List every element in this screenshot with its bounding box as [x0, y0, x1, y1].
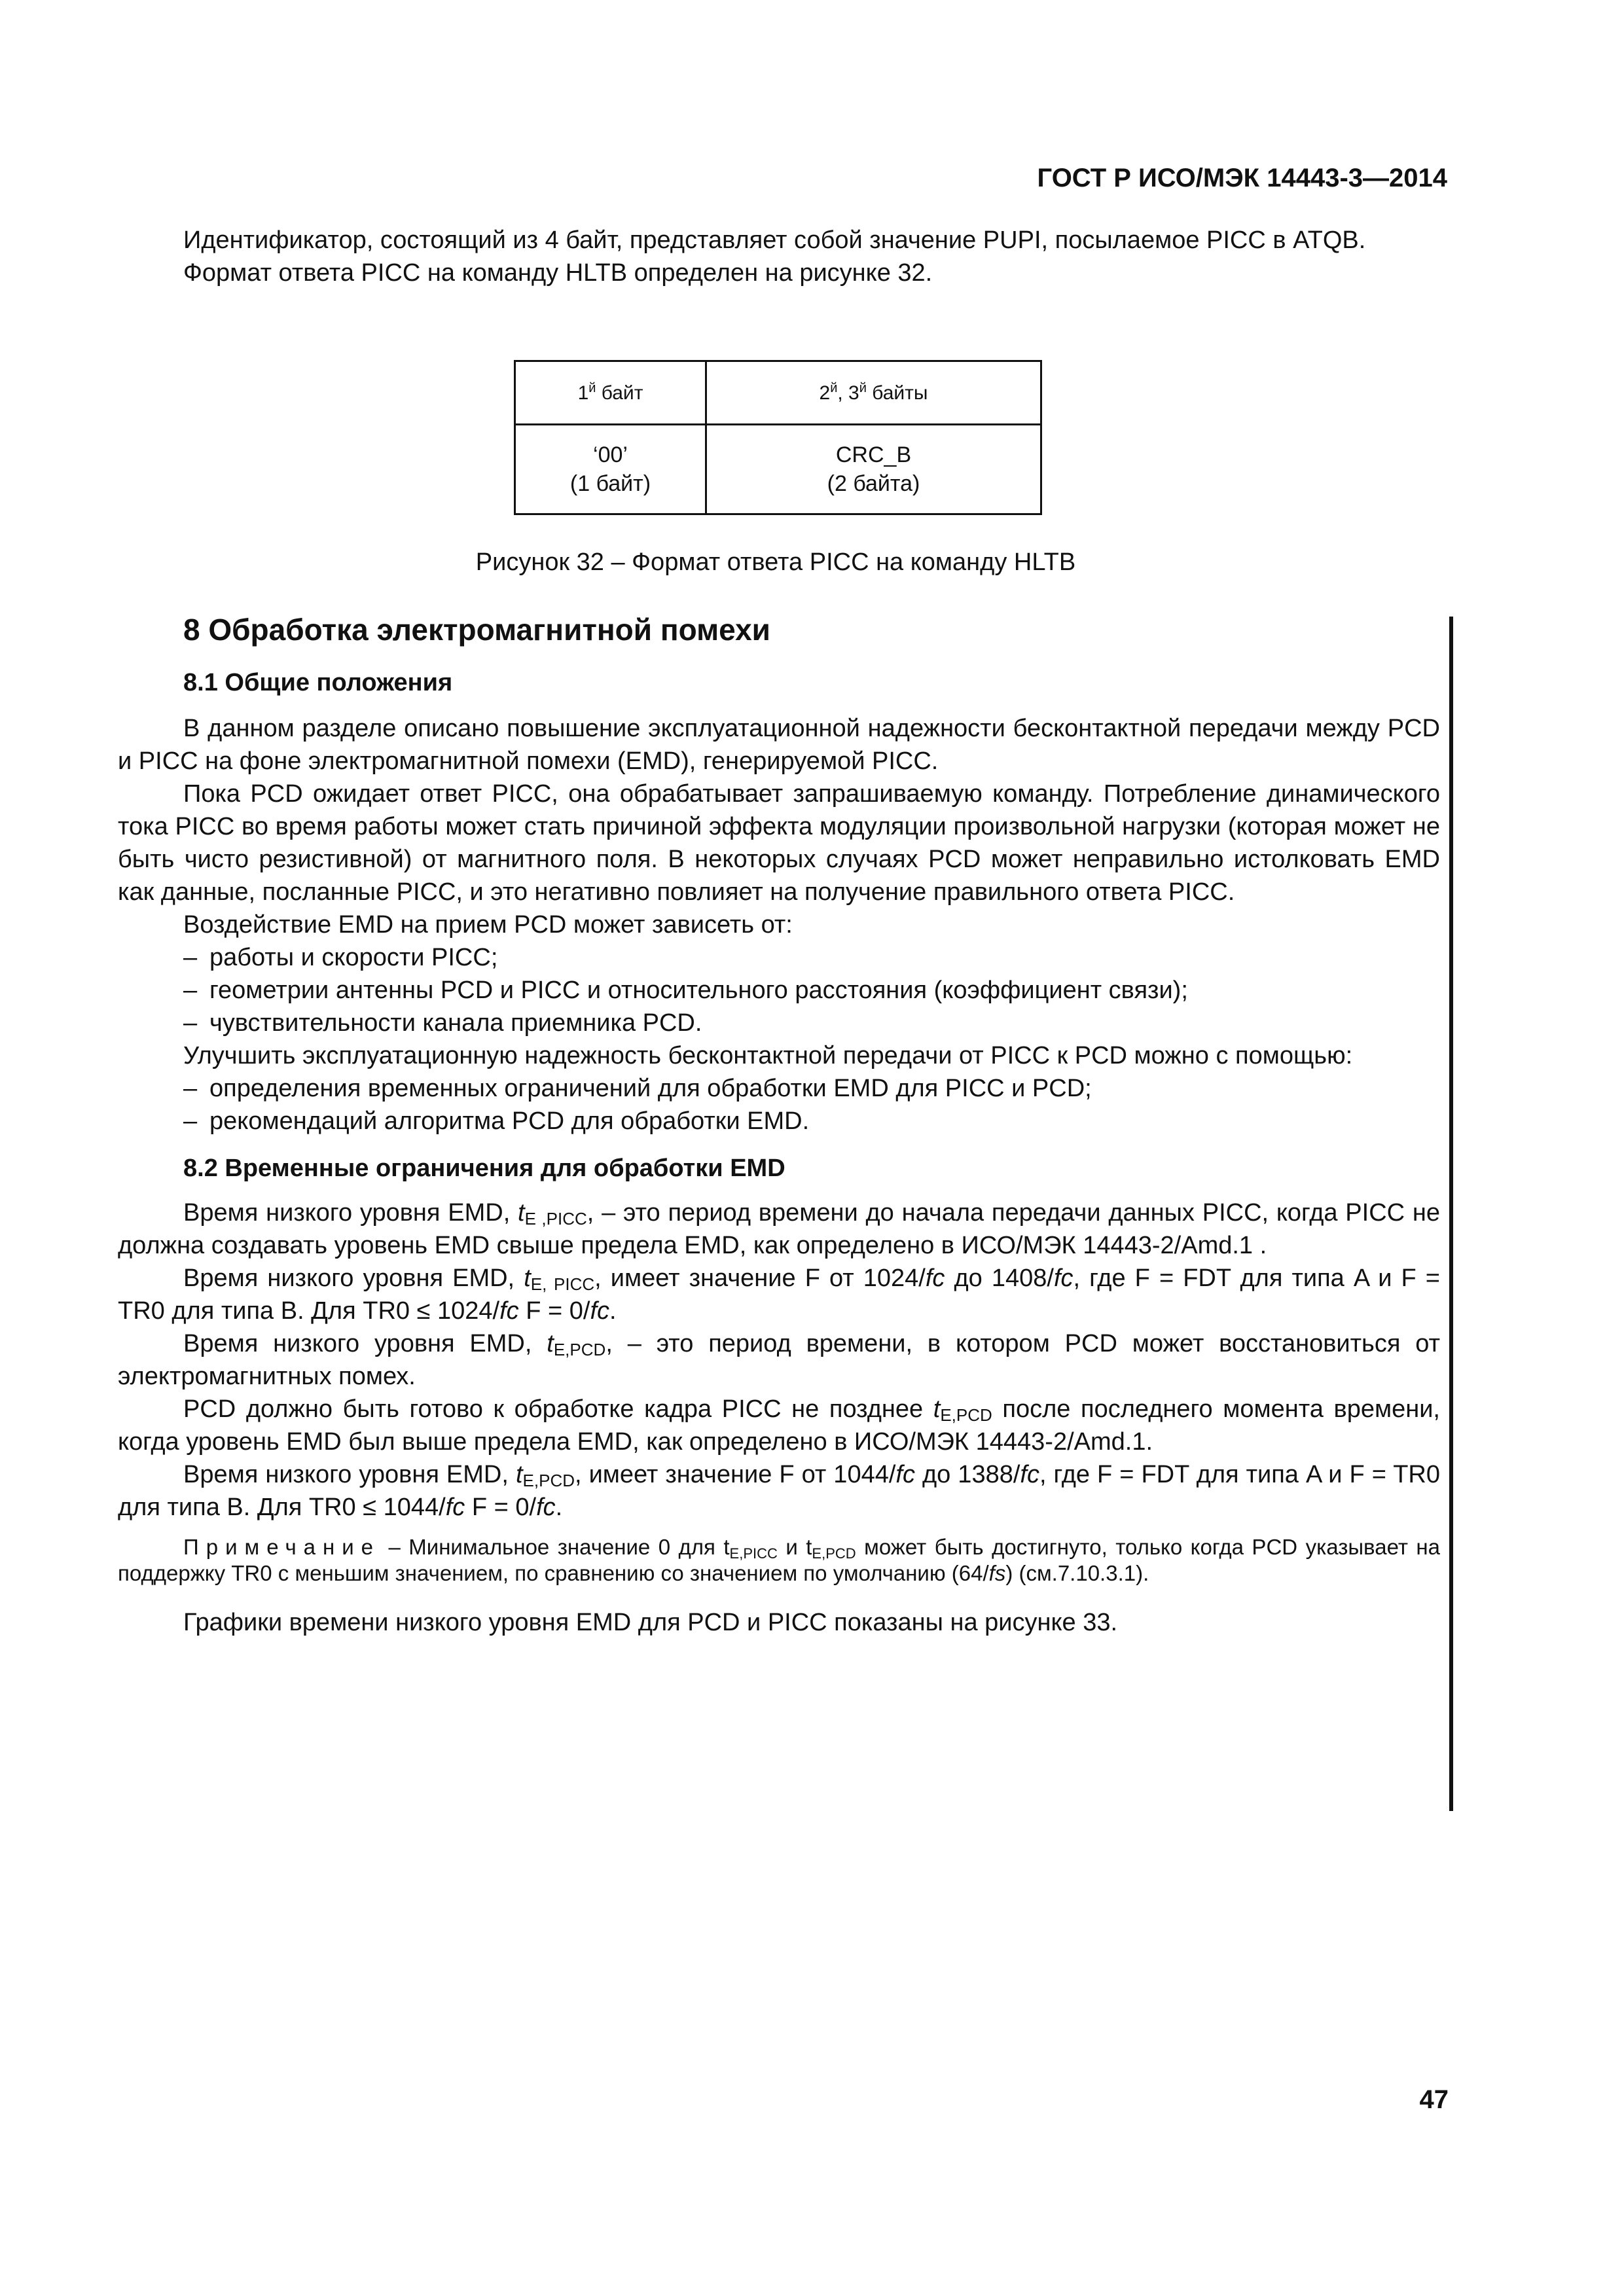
table-cell-byte-1 — [515, 425, 706, 514]
s81-paragraph-4: Улучшить эксплуатационную надежность бесконтактной передачи от PICC к PCD можно с помощью: — [183, 1042, 1353, 1069]
intro-paragraph-1: Идентификатор, состоящий из 4 байт, представляет собой значение PUPI, посылаемое PICC в ATQB. — [183, 226, 1366, 254]
section-8-2-title: 8.2 Временные ограничения для обработки EMD — [183, 1155, 785, 1182]
note-paragraph: Примечание – Минимальное значение 0 для $t_{E,PICC}$ и $t_{E,PCD}$ может быть достигнуто, только когда PCD указывает на поддержку TR0 с меньшим значением, по сравнению со значением по умолчанию (64/fs) (см.7.10.3.1). — [118, 1535, 1440, 1585]
list-item: – работы и скорости PICC; — [183, 944, 498, 971]
intro-block — [118, 224, 1440, 289]
cell-value: CRC_B — [835, 442, 912, 467]
section-8 — [118, 611, 1440, 1639]
table-header-byte-1: $1^й$ байт — [515, 361, 706, 425]
document-header: ГОСТ Р ИСО/МЭК 14443-3—2014 — [1037, 164, 1447, 192]
revision-bar — [1449, 617, 1453, 1811]
page-number: 47 — [1419, 2085, 1449, 2114]
s82-paragraph-2: Время низкого уровня EMD, $t_{E, PICC}$, имеет значение F от 1024/fc до 1408/fc, где F = FDT для типа A и F = TR0 для типа B. Для TR0 ≤ 1024/fc F = 0/fc. — [118, 1265, 1440, 1325]
s82-paragraph-3: Время низкого уровня EMD, $t_{E,PCD}$, – это период времени, в котором PCD может восстановиться от электромагнитных помех. — [118, 1330, 1440, 1390]
cell-value: ‘00’ — [593, 442, 628, 467]
s82-paragraph-5: Время низкого уровня EMD, $t_{E,PCD}$, имеет значение F от 1044/fc до 1388/fc, где F = FDT для типа A и F = TR0 для типа B. Для TR0 ≤ 1044/fc F = 0/fc. — [118, 1461, 1441, 1521]
cell-size: (1 байт) — [569, 471, 651, 496]
section-8-title: 8 Обработка электромагнитной помехи — [183, 613, 770, 647]
s82-paragraph-6: Графики времени низкого уровня EMD для PCD и PICC показаны на рисунке 33. — [183, 1609, 1118, 1636]
figure-32-table — [514, 360, 1042, 515]
s82-paragraph-1: Время низкого уровня EMD, $t_{E ,PICC}$, – это период времени до начала передачи данных PICC, когда PICC не должна создавать уровень EMD свыше предела EMD, как определено в ИСО/МЭК 14443-2/Amd.1 . — [118, 1199, 1440, 1259]
intro-paragraph-2: Формат ответа PICC на команду HLTB определен на рисунке 32. — [183, 259, 933, 287]
s81-paragraph-3: Воздействие EMD на прием PCD может зависеть от: — [183, 911, 793, 939]
s81-paragraph-1: В данном разделе описано повышение эксплуатационной надежности бесконтактной передачи между PCD и PICC на фоне электромагнитной помехи (EMD), генерируемой PICC. — [118, 715, 1440, 775]
s81-paragraph-2: Пока PCD ожидает ответ PICC, она обрабатывает запрашиваемую команду. Потребление динамического тока PICC во время работы может стать причиной эффекта модуляции произвольной нагрузки (которая может не быть чисто резистивной) от магнитного поля. В некоторых случаях PCD может неправильно истолковать EMD как данные, посланные PICC, и это негативно повлияет на получение правильного ответа PICC. — [118, 780, 1440, 906]
list-item: – рекомендаций алгоритма PCD для обработки EMD. — [183, 1107, 810, 1135]
section-8-1-title: 8.1 Общие положения — [183, 669, 453, 696]
cell-size: (2 байта) — [827, 471, 920, 496]
list-item: – геометрии антенны PCD и PICC и относительного расстояния (коэффициент связи); — [183, 977, 1188, 1004]
figure-32-caption: Рисунок 32 – Формат ответа PICC на команду HLTB — [475, 548, 1076, 576]
s82-paragraph-4: PCD должно быть готово к обработке кадра PICC не позднее $t_{E,PCD}$ после последнего момента времени, когда уровень EMD был выше предела EMD, как определено в ИСО/МЭК 14443-2/Amd.1. — [118, 1395, 1440, 1456]
list-item: – чувствительности канала приемника PCD. — [183, 1009, 702, 1037]
table-header-bytes-2-3: $2^й$, $3^й$ байты — [706, 361, 1041, 425]
list-item: – определения временных ограничений для обработки EMD для PICC и PCD; — [183, 1075, 1092, 1102]
table-cell-bytes-2-3 — [706, 425, 1041, 514]
